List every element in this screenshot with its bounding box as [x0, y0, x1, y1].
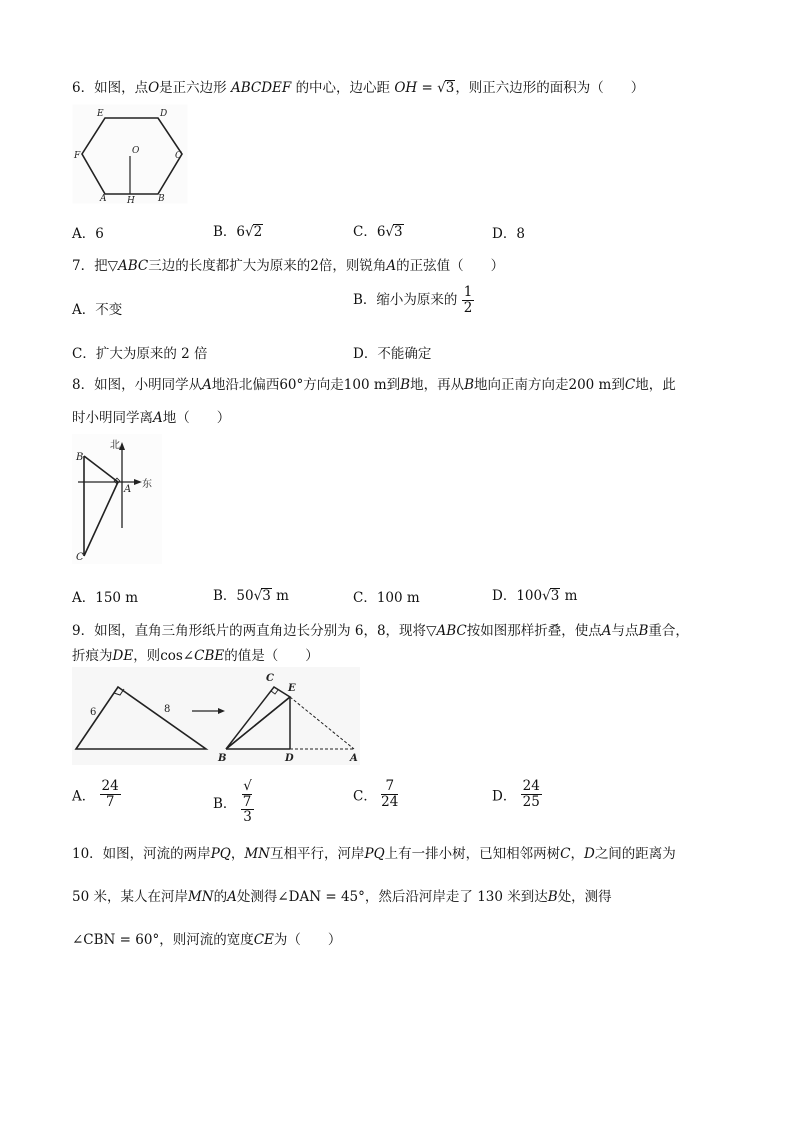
q8-stem-line2: 时小明同学离A地（ ）	[72, 410, 231, 426]
q7-option-c[interactable]: C．扩大为原来的 2 倍	[72, 346, 208, 362]
label-B: B	[218, 753, 227, 764]
label-A: A	[350, 753, 358, 764]
fraction-one-half: $\frac{1}{2}$	[463, 284, 473, 316]
label-A: A	[124, 484, 132, 495]
q9-option-a[interactable]: A． $\frac{24}{7}$	[72, 778, 119, 810]
q9-option-b[interactable]: B． √ 7 3	[213, 779, 254, 825]
label-D: D	[285, 753, 294, 764]
label-O: O	[132, 146, 140, 156]
label-B: B	[76, 452, 84, 463]
label-east: 东	[142, 479, 152, 490]
q6-option-c[interactable]: C．6√3	[353, 224, 403, 240]
q9-option-c[interactable]: C． $\frac{7}{24}$	[353, 778, 399, 810]
q6-option-a[interactable]: A．6	[72, 226, 104, 242]
q8-direction-figure	[72, 434, 162, 564]
q7-option-d[interactable]: D．不能确定	[353, 346, 432, 362]
q6-hexagon-figure	[72, 104, 188, 204]
q6-option-d[interactable]: D．8	[492, 226, 525, 242]
q9-fold-figure	[72, 667, 360, 765]
q8-option-b[interactable]: B．50√3 m	[213, 588, 289, 604]
q8-option-d[interactable]: D．100√3 m	[492, 588, 578, 604]
label-E: E	[288, 683, 296, 694]
label-6: 6	[90, 707, 97, 718]
label-F: F	[74, 151, 81, 161]
q8-stem-line1: 8．如图，小明同学从A地沿北偏西60°方向走100 m到B地，再从B地向正南方向走200 m到C地，此	[72, 377, 676, 393]
q8-option-a[interactable]: A．150 m	[72, 590, 139, 606]
label-north: 北	[110, 440, 120, 451]
q7-option-a[interactable]: A．不变	[72, 302, 123, 318]
label-8: 8	[164, 704, 171, 715]
q7-option-b[interactable]: B．缩小为原来的 $\frac{1}{2}$	[353, 284, 473, 316]
label-A: A	[100, 194, 107, 204]
q9-stem-line2: 折痕为DE，则cos∠CBE的值是（ ）	[72, 648, 319, 664]
q9-option-d[interactable]: D． $\frac{24}{25}$	[492, 778, 540, 810]
q8-option-c[interactable]: C．100 m	[353, 590, 420, 606]
q7-stem: 7．把▽ABC三边的长度都扩大为原来的2倍，则锐角A的正弦值（ ）	[72, 258, 505, 274]
label-E: E	[97, 109, 104, 119]
label-C: C	[266, 673, 274, 684]
label-D: D	[160, 109, 168, 119]
q6-option-b[interactable]: B．6√2	[213, 224, 263, 240]
q10-stem-line3: ∠CBN = 60°，则河流的宽度CE为（ ）	[72, 932, 342, 948]
label-H: H	[127, 196, 135, 204]
label-B: B	[158, 194, 165, 204]
label-C: C	[76, 552, 84, 563]
q10-stem-line2: 50 米，某人在河岸MN的A处测得∠DAN = 45°，然后沿河岸走了 130 米到达B处，测得	[72, 889, 612, 905]
label-C: C	[175, 151, 182, 161]
q9-stem-line1: 9．如图，直角三角形纸片的两直角边长分别为 6，8，现将▽ABC按如图那样折叠，使点A与点B重合，	[72, 623, 689, 639]
q6-stem: 6．如图，点O是正六边形 ABCDEF 的中心，边心距 OH = √3，则正六边形的面积为（ ）	[72, 80, 645, 96]
q10-stem-line1: 10．如图，河流的两岸PQ，MN互相平行，河岸PQ上有一排小树，已知相邻两树C，D之间的距离为	[72, 846, 676, 862]
